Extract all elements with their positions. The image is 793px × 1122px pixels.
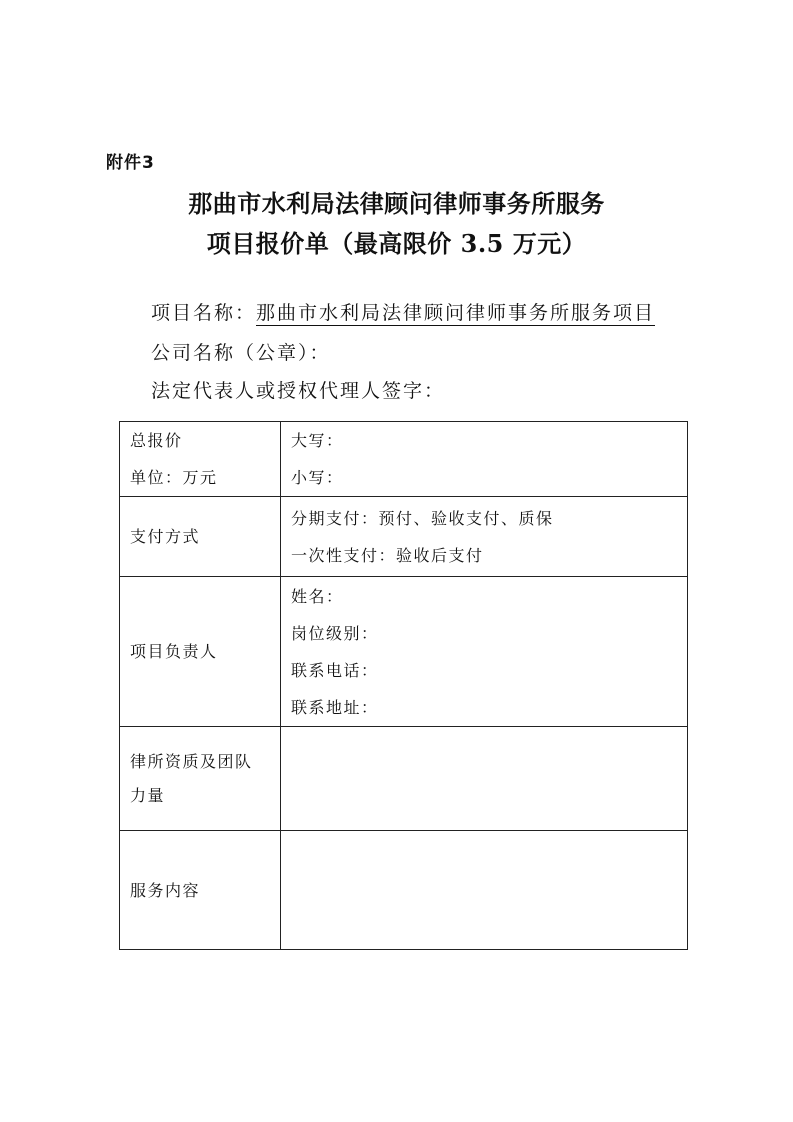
service-label-cell: [120, 831, 281, 950]
payment-value-cell: [281, 497, 688, 577]
total-price-value-cell: [281, 422, 688, 497]
lead-rank-field: 岗位级别：: [291, 623, 379, 643]
table-row-total-price: [120, 422, 688, 497]
qualification-label-line2: 力量: [130, 785, 166, 805]
company-name-field: 公司名称（公章）：: [151, 342, 331, 364]
lead-phone-field: 联系电话：: [291, 660, 379, 680]
table-row-service: [120, 831, 688, 950]
table-row-qualification: [120, 727, 688, 831]
quote-table: [119, 421, 688, 950]
payment-label: 支付方式: [130, 527, 201, 546]
qualification-label-line1: 律所资质及团队: [130, 751, 253, 771]
price-in-words-field: 大写：: [291, 431, 344, 450]
qualification-label-cell: [120, 727, 281, 831]
signature-field: 法定代表人或授权代理人签字：: [151, 380, 446, 402]
total-price-unit: 单位：万元: [130, 468, 218, 487]
attachment-label: 附件3: [106, 153, 155, 173]
total-price-label: 总报价: [130, 431, 183, 450]
lead-address-field: 联系地址：: [291, 697, 379, 717]
project-name-row: [151, 298, 655, 325]
table-row-payment: [120, 497, 688, 577]
lead-name-field: 姓名：: [291, 586, 344, 606]
document-title-line1: 那曲市水利局法律顾问律师事务所服务: [188, 189, 605, 218]
service-label: 服务内容: [130, 880, 201, 900]
installment-payment-text: 分期支付：预付、验收支付、质保: [291, 508, 554, 528]
project-name-label: 项目名称：: [151, 302, 257, 324]
lump-sum-payment-text: 一次性支付：验收后支付: [291, 545, 484, 565]
total-price-label-cell: [120, 422, 281, 497]
project-lead-value-cell: [281, 577, 688, 727]
qualification-value-cell: [281, 727, 688, 831]
price-in-figures-field: 小写：: [291, 468, 344, 487]
project-name-value: 那曲市水利局法律顾问律师事务所服务项目: [256, 302, 656, 324]
payment-label-cell: [120, 497, 281, 577]
table-row-project-lead: [120, 577, 688, 727]
service-value-cell: [281, 831, 688, 950]
document-title-line2: 项目报价单（最高限价 3.5 万元）: [206, 229, 587, 258]
project-lead-label: 项目负责人: [130, 642, 218, 661]
project-lead-label-cell: [120, 577, 281, 727]
